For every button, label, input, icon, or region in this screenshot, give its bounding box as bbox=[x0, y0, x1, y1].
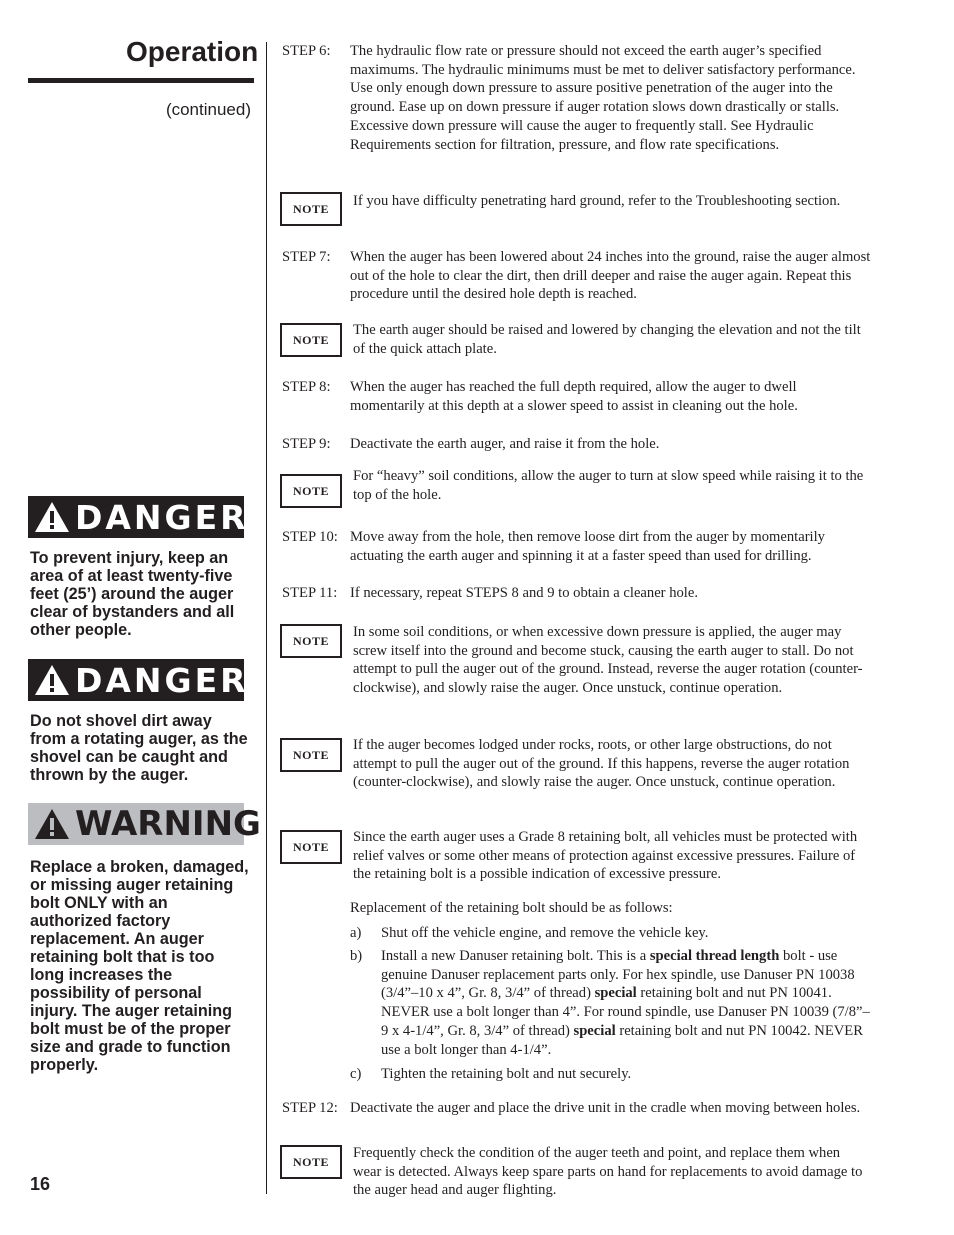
item-c-text: Tighten the retaining bolt and nut securely. bbox=[381, 1066, 632, 1082]
step-6-label: STEP 6: bbox=[282, 43, 331, 59]
replacement-item-a bbox=[350, 924, 870, 943]
note-text-2: The earth auger should be raised and lowered by changing the elevation and not the tilt of the quick attach plate. bbox=[353, 322, 861, 357]
step-7-label: STEP 7: bbox=[282, 249, 331, 265]
warning-text: Replace a broken, damaged, or missing auger retaining bolt ONLY with an authorized factory replacement. An auger retaining bolt that is too long increases the possibility of personal injury. The auger retaining bolt must be of the proper size and grade to function properly. bbox=[30, 858, 249, 1074]
step-6 bbox=[282, 42, 872, 154]
note-badge-2: NOTE bbox=[280, 323, 342, 357]
danger-banner-1 bbox=[28, 496, 249, 538]
item-c-label: c) bbox=[350, 1066, 362, 1082]
item-b-bold-3: special bbox=[573, 1022, 616, 1039]
note-text-6: Since the earth auger uses a Grade 8 retaining bolt, all vehicles must be protected with relief valves or some other means of protection against excessive pressures. Failure of the retaining bolt is a possible indication of excessive pressure. bbox=[353, 829, 858, 883]
item-b-bold-2: special bbox=[594, 985, 637, 1002]
column-divider bbox=[266, 42, 267, 1194]
danger-text-2: Do not shovel dirt away from a rotating auger, as the shovel can be caught and thrown by the auger. bbox=[30, 712, 248, 784]
warning-label: WARNING bbox=[75, 804, 261, 844]
step-10 bbox=[282, 528, 872, 565]
step-9 bbox=[282, 435, 872, 454]
note-badge-6: NOTE bbox=[280, 830, 342, 864]
replacement-intro: Replacement of the retaining bolt should be as follows: bbox=[350, 900, 673, 916]
step-11 bbox=[282, 584, 872, 603]
item-b-text-2: bolt - use genuine Danuser replacement parts only. For hex spindle, use Danuser PN 10038 (3/4”–10 x 4”, Gr. 8, 3/4” of thread) bbox=[381, 948, 855, 1002]
note-text-7: Frequently check the condition of the auger teeth and point, and replace them when wear is detected. Always keep spare parts on hand for replacements to avoid damage to the auger head and auger flighting. bbox=[353, 1145, 863, 1199]
note-badge-1: NOTE bbox=[280, 192, 342, 226]
step-8 bbox=[282, 378, 872, 415]
warning-triangle-icon bbox=[33, 663, 71, 697]
danger-text-1: To prevent injury, keep an area of at least twenty-five feet (25’) around the auger clear of bystanders and all other people. bbox=[30, 549, 235, 639]
step-11-text: If necessary, repeat STEPS 8 and 9 to obtain a cleaner hole. bbox=[350, 585, 698, 601]
step-8-label: STEP 8: bbox=[282, 379, 331, 395]
step-9-label: STEP 9: bbox=[282, 436, 331, 452]
page-title: Operation bbox=[126, 36, 259, 67]
step-6-text: The hydraulic flow rate or pressure should not exceed the earth auger’s specified maximums. The hydraulic minimums must be met to deliver satisfactory performance. Use only enough down pressure to assure positive penetration of the auger into the ground. Ease up on down pressure if auger rotation slows down drastically or stalls. Excessive down pressure will cause the auger to frequently stall. See Hydraulic Requirements section for filtration, pressure, and flow rate specifications. bbox=[350, 43, 856, 153]
note-badge-4: NOTE bbox=[280, 624, 342, 658]
step-12 bbox=[282, 1099, 872, 1118]
warning-banner bbox=[28, 803, 261, 845]
item-b-bold-1: special thread length bbox=[649, 948, 780, 964]
item-b-label: b) bbox=[350, 948, 363, 964]
item-b-text-4: retaining bolt and nut PN 10042. NEVER use a bolt longer than 4-1/4”. bbox=[381, 1022, 863, 1058]
danger-banner-2 bbox=[28, 659, 249, 701]
step-7-text: When the auger has been lowered about 24 inches into the ground, raise the auger almost out of the hole to clear the dirt, then drill deeper and raise the auger again. Repeat this procedure until the desired hole depth is reached. bbox=[350, 249, 871, 303]
note-text-5: If the auger becomes lodged under rocks, roots, or other large obstructions, do not attempt to pull the auger out of the ground. If this happens, reverse the auger rotation (counter-clockwise), and slowly raise the auger. Once unstuck, continue operation. bbox=[353, 737, 850, 791]
title-rule bbox=[28, 78, 254, 83]
note-text-4: In some soil conditions, or when excessive down pressure is applied, the auger may screw itself into the ground and become stuck, causing the earth auger to stall. Do not attempt to pull the auger out of the ground. Instead, reverse the auger rotation (counter-clockwise), and slowly raise the auger. Once unstuck, continue operation. bbox=[353, 624, 863, 697]
item-b-text-1: Install a new Danuser retaining bolt. This is a bbox=[381, 948, 650, 964]
replacement-item-c bbox=[350, 1065, 870, 1084]
step-9-text: Deactivate the earth auger, and raise it from the hole. bbox=[350, 436, 660, 452]
step-8-text: When the auger has reached the full depth required, allow the auger to dwell momentarily at this depth at a slower speed to assist in cleaning out the hole. bbox=[350, 379, 798, 414]
note-badge-7: NOTE bbox=[280, 1145, 342, 1179]
warning-triangle-icon bbox=[33, 500, 71, 534]
note-badge-5: NOTE bbox=[280, 738, 342, 772]
item-a-text: Shut off the vehicle engine, and remove the vehicle key. bbox=[381, 925, 709, 941]
step-12-label: STEP 12: bbox=[282, 1100, 338, 1116]
step-12-text: Deactivate the auger and place the drive unit in the cradle when moving between holes. bbox=[350, 1100, 861, 1116]
step-10-label: STEP 10: bbox=[282, 529, 338, 545]
page-number: 16 bbox=[30, 1174, 51, 1194]
continued-label: (continued) bbox=[165, 100, 251, 119]
replacement-item-b bbox=[350, 947, 870, 1059]
note-text-3: For “heavy” soil conditions, allow the auger to turn at slow speed while raising it to the top of the hole. bbox=[353, 468, 864, 503]
note-badge-3: NOTE bbox=[280, 474, 342, 508]
step-7 bbox=[282, 248, 872, 304]
item-b-text-3: retaining bolt and nut PN 10041. NEVER use a bolt longer than 4”. For round spindle, use Danuser PN 10039 (7/8”–9 x 4-1/4”, Gr. 8, 3/4” of thread) bbox=[381, 985, 870, 1039]
danger-label-1: DANGER bbox=[75, 497, 249, 537]
warning-triangle-icon bbox=[33, 807, 71, 841]
step-10-text: Move away from the hole, then remove loose dirt from the auger by momentarily actuating the earth auger and spinning it at a faster speed than used for drilling. bbox=[350, 529, 825, 564]
item-a-label: a) bbox=[350, 925, 362, 941]
danger-label-2: DANGER bbox=[75, 660, 249, 700]
step-11-label: STEP 11: bbox=[282, 585, 338, 601]
note-text-1: If you have difficulty penetrating hard ground, refer to the Troubleshooting section. bbox=[353, 193, 841, 209]
item-b-text bbox=[381, 947, 870, 1059]
